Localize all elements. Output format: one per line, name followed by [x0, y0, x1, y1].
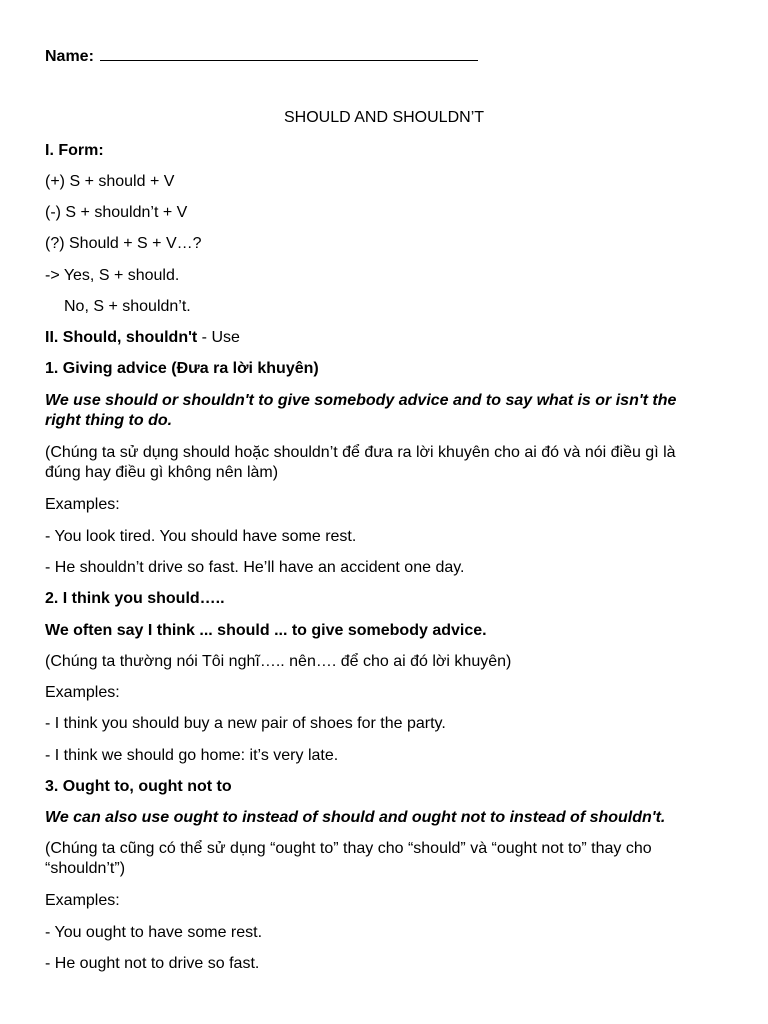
- section-1-examples-label: Examples:: [45, 496, 120, 513]
- form-question: (?) Should + S + V…?: [45, 235, 202, 252]
- form-answer-yes: -> Yes, S + should.: [45, 267, 180, 284]
- use-heading-rest: - Use: [197, 329, 240, 346]
- name-label: Name:: [45, 48, 94, 65]
- section-1-example-1: - You look tired. You should have some rest.: [45, 528, 357, 545]
- name-blank[interactable]: [100, 46, 478, 61]
- section-1-rule: We use should or shouldn't to give somebody advice and to say what is or isn't the right thing to do.: [45, 392, 677, 429]
- section-3-heading: 3. Ought to, ought not to: [45, 778, 232, 795]
- section-1-translation: (Chúng ta sử dụng should hoặc shouldn’t để đưa ra lời khuyên cho ai đó và nói điều gì là đúng hay điều gì không nên làm): [45, 444, 676, 481]
- name-line: [45, 46, 702, 67]
- section-1-example-2: - He shouldn’t drive so fast. He’ll have an accident one day.: [45, 559, 465, 576]
- section-3-examples-label: Examples:: [45, 892, 120, 909]
- form-answer-no: No, S + shouldn’t.: [64, 298, 191, 315]
- section-3-example-1: - You ought to have some rest.: [45, 924, 263, 941]
- section-3-translation: (Chúng ta cũng có thể sử dụng “ought to” thay cho “should” và “ought not to” thay cho “shouldn’t”): [45, 840, 652, 877]
- form-heading: I. Form:: [45, 142, 104, 159]
- section-2-translation: (Chúng ta thường nói Tôi nghĩ….. nên…. để cho ai đó lời khuyên): [45, 653, 512, 670]
- section-3-rule: We can also use ought to instead of should and ought not to instead of shouldn't.: [45, 809, 666, 826]
- section-2-example-2: - I think we should go home: it’s very late.: [45, 747, 339, 764]
- form-positive: (+) S + should + V: [45, 173, 175, 190]
- section-2-examples-label: Examples:: [45, 684, 120, 701]
- section-3-example-2: - He ought not to drive so fast.: [45, 955, 260, 972]
- section-2-rule: We often say I think ... should ... to give somebody advice.: [45, 622, 487, 639]
- section-1-heading: 1. Giving advice (Đưa ra lời khuyên): [45, 360, 319, 377]
- form-negative: (-) S + shouldn’t + V: [45, 204, 188, 221]
- section-2-example-1: - I think you should buy a new pair of shoes for the party.: [45, 715, 446, 732]
- use-heading: [45, 328, 702, 348]
- section-2-heading: 2. I think you should…..: [45, 590, 225, 607]
- page-title: SHOULD AND SHOULDN’T: [283, 109, 485, 126]
- use-heading-bold: II. Should, shouldn't: [45, 329, 198, 346]
